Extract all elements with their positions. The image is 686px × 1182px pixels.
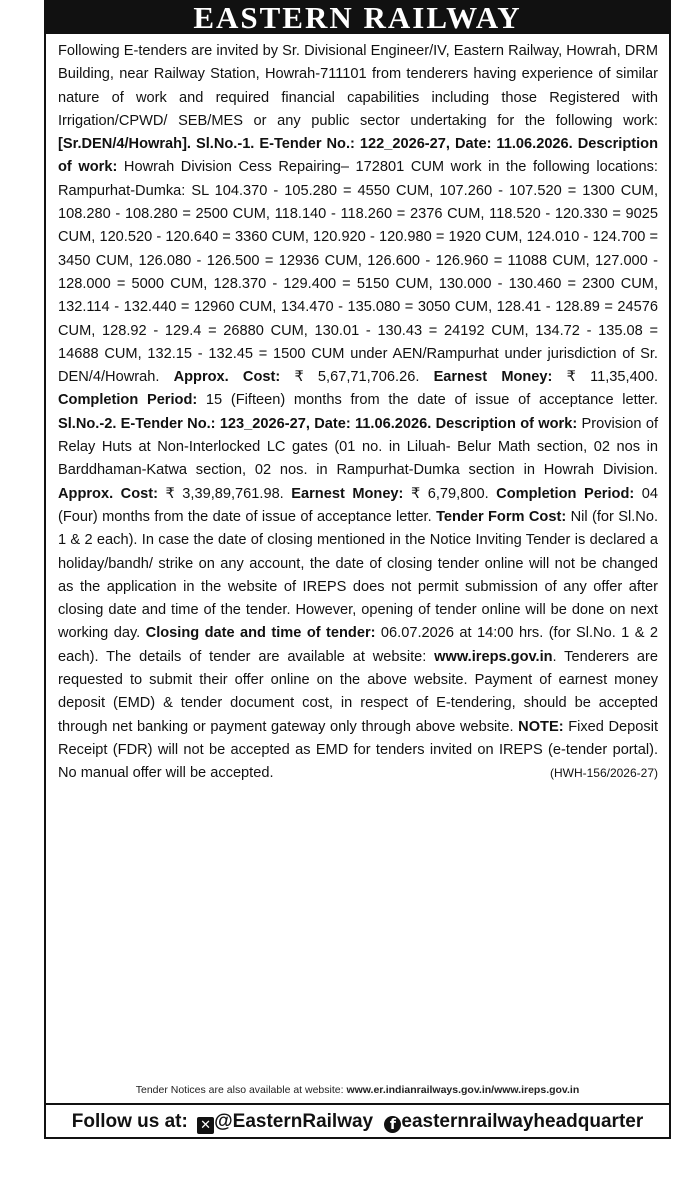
item1-emd-label: Earnest Money:	[433, 369, 553, 386]
closing-text: 06.07.2026 at 14:00 hrs. (for Sl.No. 1 & 2 each). The details of tender are available at website:	[58, 625, 658, 665]
item1-description: Howrah Division Cess Repairing– 172801 CUM work in the following locations: Rampurhat-Dumka: SL 104.370 - 105.280 = 4550 CUM, 107.260 - 107.520 = 1300 CUM, 108.280 - 108.280 = 2500 CUM, 118.140 - 118.260 = 2376 CUM, 118.520 - 120.330 = 9025 CUM, 120.520 - 120.640 = 3360 CUM, 120.920 - 120.980 = 1920 CUM, 124.010 - 124.700 = 3450 CUM, 126.080 - 126.500 = 12936 CUM, 126.600 - 126.960 = 11088 CUM, 127.000 - 128.000 = 5000 CUM, 128.370 - 129.400 = 5150 CUM, 130.000 - 130.460 = 2300 CUM, 132.114 - 132.440 = 12960 CUM, 134.470 - 135.080 = 3050 CUM, 128.41 - 128.89 = 24576 CUM, 128.92 - 129.4 = 26880 CUM, 130.01 - 130.43 = 24192 CUM, 134.72 - 135.08 = 14688 CUM, 132.15 - 132.45 = 1500 CUM under AEN/Rampurhat under jurisdiction of Sr. DEN/4/Howrah.	[58, 159, 658, 386]
item2-period: 04 (Four) months from the date of issue of acceptance letter.	[58, 485, 658, 525]
item1-desc-label: Description of work:	[58, 136, 658, 176]
form-cost-text: Nil (for Sl.No. 1 & 2 each). In case the date of closing mentioned in the Notice Inviting Tender is declared a holiday/bandh/ strike on any account, the date of closing tender online will not be changed as the application in the website of IREPS does not permit submission of any offer after closing date and time of the tender. However, opening of tender online will be done on next working day.	[58, 508, 658, 642]
item2-cost-label: Approx. Cost:	[58, 485, 158, 502]
item1-period-label: Completion Period:	[58, 392, 198, 409]
masthead-title: EASTERN RAILWAY	[44, 0, 671, 34]
tender-sites-line	[46, 1084, 669, 1096]
ireps-link[interactable]: www.ireps.gov.in	[434, 648, 553, 665]
tender-notice	[44, 0, 671, 1140]
item2-period-label: Completion Period:	[496, 485, 635, 502]
item2-description: Provision of Relay Huts at Non-Interlocked LC gates (01 no. in Liluah- Belur Math section, 02 nos in Barddhaman-Katwa section, 02 nos. in Rampurhat-Dumka section in Howrah Division.	[58, 415, 658, 479]
note-label: NOTE:	[518, 718, 564, 735]
follow-bar	[46, 1103, 669, 1139]
item2-cost: ₹ 3,39,89,761.98.	[157, 485, 292, 502]
item1-emd: ₹ 11,35,400.	[552, 369, 658, 386]
notice-box	[44, 34, 671, 1139]
facebook-handle[interactable]: easternrailwayheadquarter	[401, 1111, 644, 1132]
item1-period: 15 (Fifteen) months from the date of issue of acceptance letter.	[197, 392, 658, 409]
item1-cost-label: Approx. Cost:	[173, 369, 281, 386]
sites-urls-link[interactable]: www.er.indianrailways.gov.in/www.ireps.gov.in	[346, 1084, 580, 1096]
payment-text: . Tenderers are requested to submit their offer online on the above website. Payment of earnest money deposit (EMD) & tender document cost, in respect of E-tendering, should be accepted through net banking or payment gateway only through above website.	[58, 648, 659, 735]
item1-heading: [Sr.DEN/4/Howrah]. Sl.No.-1. E-Tender No.: 122_2026-27, Date: 11.06.2026.	[58, 136, 573, 153]
form-cost-label: Tender Form Cost:	[436, 508, 567, 525]
note-text: Fixed Deposit Receipt (FDR) will not be accepted as EMD for tenders invited on IREPS (e-tender portal). No manual offer will be accepted.	[58, 718, 659, 782]
closing-label: Closing date and time of tender:	[145, 625, 376, 642]
notice-body	[58, 40, 658, 786]
x-icon: ✕	[197, 1117, 214, 1134]
reference-code: (HWH-156/2026-27)	[549, 766, 658, 781]
facebook-icon: f	[384, 1116, 401, 1133]
x-handle[interactable]: @EasternRailway	[214, 1111, 374, 1132]
item2-emd-label: Earnest Money:	[291, 485, 404, 502]
item2-desc-label: Description of work:	[435, 415, 578, 432]
intro-text: Following E-tenders are invited by Sr. Divisional Engineer/IV, Eastern Railway, Howrah, DRM Building, near Railway Station, Howrah-711101 from tenderers having experience of similar nature of work and required financial capabilities including those Registered with Irrigation/CPWD/ SEB/MES or any public sector undertaking for the following work:	[58, 43, 658, 129]
sites-prefix: Tender Notices are also available at website:	[135, 1084, 347, 1096]
item1-cost: ₹ 5,67,71,706.26.	[280, 369, 434, 386]
item2-emd: ₹ 6,79,800.	[403, 485, 497, 502]
follow-label: Follow us at:	[71, 1111, 188, 1132]
item2-heading: Sl.No.-2. E-Tender No.: 123_2026-27, Date: 11.06.2026.	[58, 415, 432, 432]
